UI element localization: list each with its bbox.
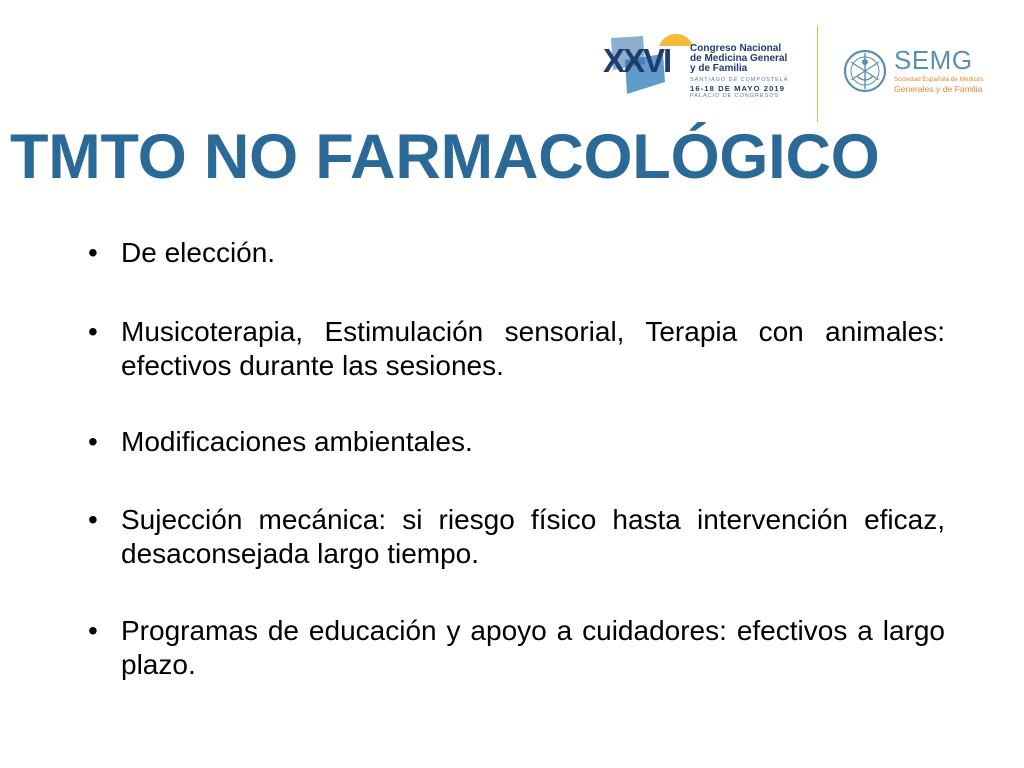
bullet-text: Sujección mecánica: si riesgo físico hasta intervención eficaz, desaconsejada largo tiempo. [121,504,945,569]
bullet-marker: • [88,615,98,646]
bullet-text: Programas de educación y apoyo a cuidadores: efectivos a largo plazo. [121,615,945,680]
semg-emblem-icon [842,48,888,94]
bullet-marker: • [88,237,98,268]
congress-emblem-icon [603,24,695,102]
semg-logo [842,46,982,96]
congress-numeral: XXVI [603,42,671,79]
bullet-marker: • [88,504,98,535]
congress-logo [603,24,803,110]
bullet-marker: • [88,316,98,347]
congress-text-block [690,44,805,100]
bullet-text: De elección. [121,237,276,268]
bullet-text: Musicoterapia, Estimulación sensorial, Terapia con animales: efectivos durante las sesiones. [121,316,945,381]
logo-divider [817,26,818,122]
congress-title-line1: Congreso Nacional [690,43,782,54]
congress-dates: 16-18 DE MAYO 2019 [690,84,786,93]
congress-city: SANTIAGO DE COMPOSTELA [690,77,789,83]
bullet-text: Modificaciones ambientales. [121,426,473,457]
slide-title: TMTO NO FARMACOLÓGICO [10,122,880,192]
semg-acronym: SEMG [894,45,973,75]
congress-title-line3: y de Familia [690,63,748,74]
congress-title-line2: de Medicina General [690,53,788,64]
bullet-marker: • [88,426,98,457]
semg-subtitle-line2: Generales y de Familia [894,84,983,94]
congress-venue: PALACIO DE CONGRESOS [690,93,780,99]
semg-subtitle-line1: Sociedad Española de Médicos [894,76,984,83]
